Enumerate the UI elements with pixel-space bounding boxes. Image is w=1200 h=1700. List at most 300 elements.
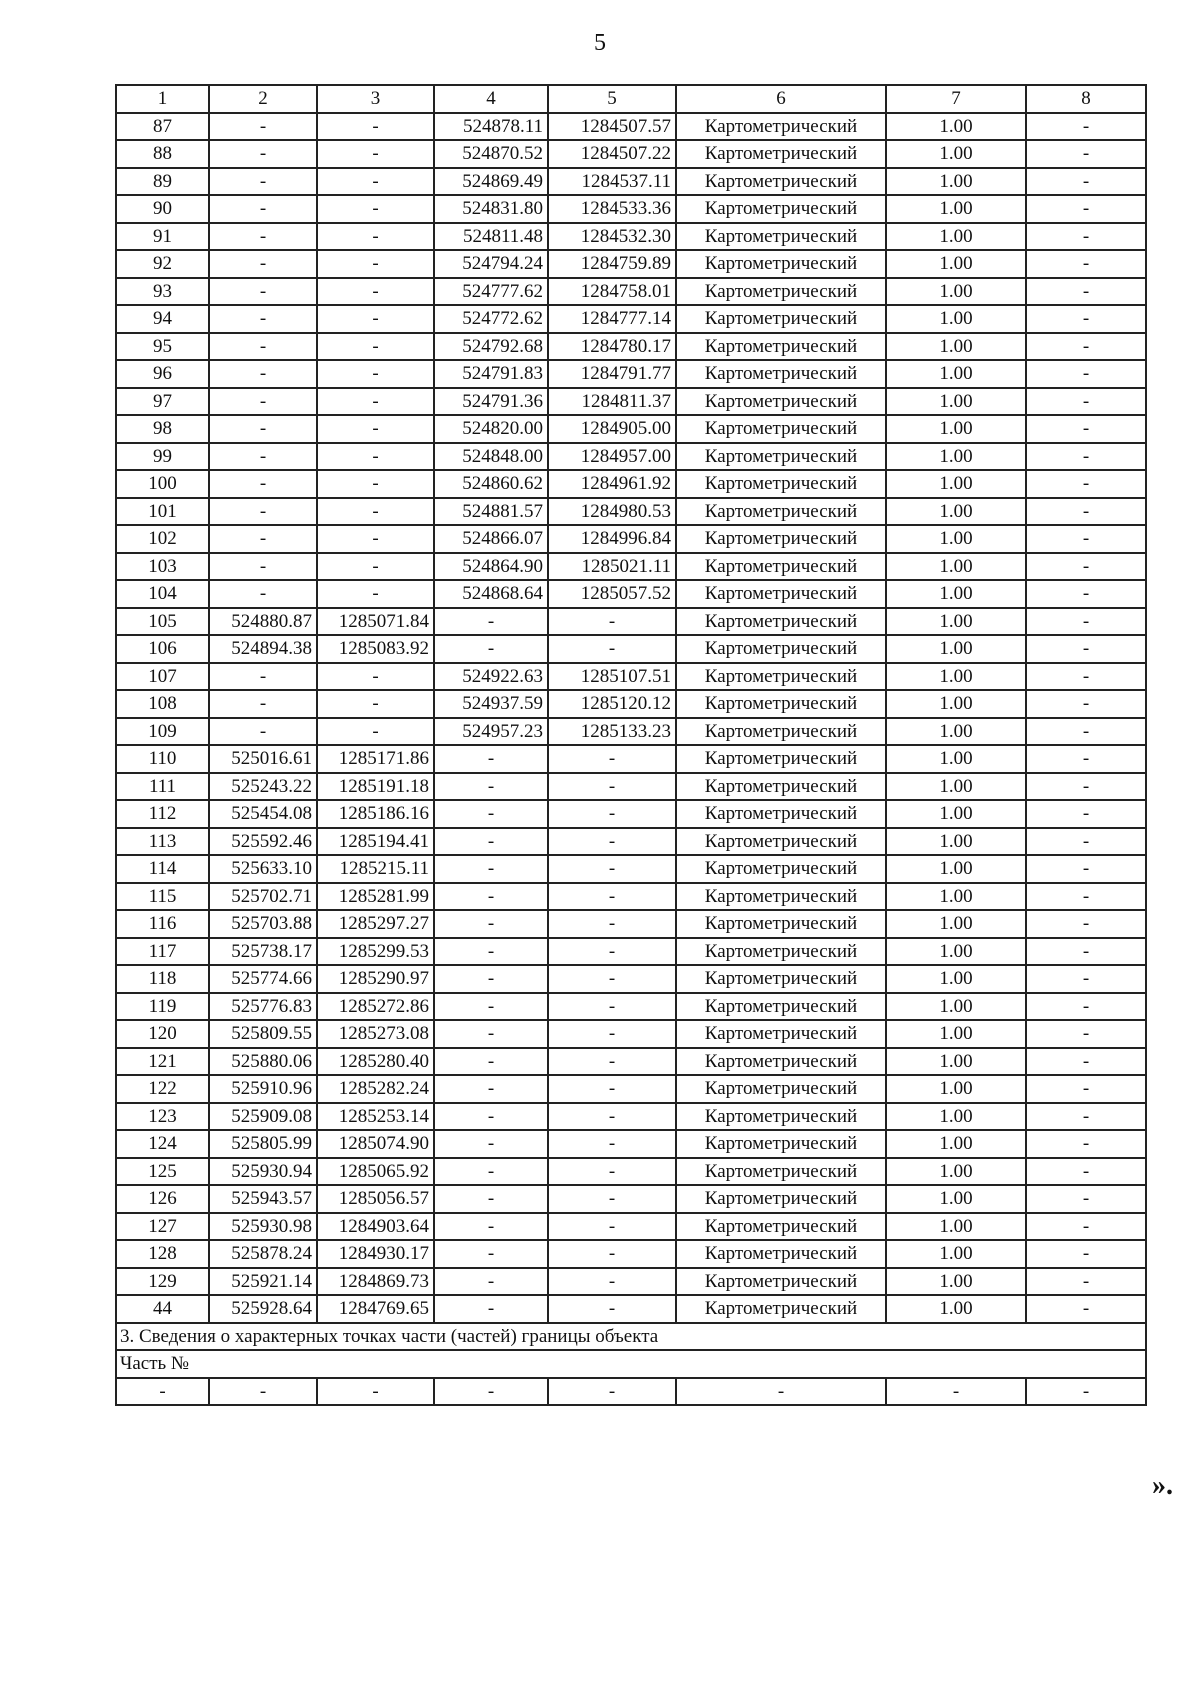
table-cell: - — [548, 1130, 676, 1158]
table-cell: - — [1026, 690, 1146, 718]
table-cell: - — [1026, 663, 1146, 691]
table-cell: Картометрический — [676, 580, 886, 608]
table-cell: - — [434, 608, 548, 636]
table-cell: 524878.11 — [434, 113, 548, 141]
table-cell: 1.00 — [886, 470, 1026, 498]
table-cell: - — [317, 415, 434, 443]
table-cell: - — [1026, 993, 1146, 1021]
table-cell: - — [1026, 1295, 1146, 1323]
table-row — [116, 1158, 1146, 1186]
table-cell: - — [1026, 883, 1146, 911]
table-cell: Картометрический — [676, 773, 886, 801]
column-header: 2 — [209, 85, 317, 113]
table-cell: - — [209, 525, 317, 553]
table-cell: - — [317, 718, 434, 746]
table-cell: Картометрический — [676, 1075, 886, 1103]
table-cell: - — [1026, 745, 1146, 773]
table-row — [116, 333, 1146, 361]
table-cell: 1284869.73 — [317, 1268, 434, 1296]
table-cell: - — [1026, 1240, 1146, 1268]
final-row — [116, 1378, 1146, 1406]
table-cell: 1284758.01 — [548, 278, 676, 306]
table-cell: 1.00 — [886, 993, 1026, 1021]
table-cell: 1.00 — [886, 525, 1026, 553]
table-cell: 115 — [116, 883, 209, 911]
table-cell: 524794.24 — [434, 250, 548, 278]
table-cell: - — [209, 718, 317, 746]
table-cell: 99 — [116, 443, 209, 471]
table-cell: 1.00 — [886, 855, 1026, 883]
table-cell: 1.00 — [886, 443, 1026, 471]
table-row — [116, 1075, 1146, 1103]
table-cell: - — [434, 993, 548, 1021]
table-cell: - — [1026, 195, 1146, 223]
table-cell: - — [209, 498, 317, 526]
table-cell: - — [209, 663, 317, 691]
table-cell: - — [548, 1075, 676, 1103]
table-cell: Картометрический — [676, 1158, 886, 1186]
table-cell: Картометрический — [676, 828, 886, 856]
table-cell: - — [209, 305, 317, 333]
table-cell: - — [209, 113, 317, 141]
table-row — [116, 580, 1146, 608]
table-cell: - — [548, 1295, 676, 1323]
table-cell: - — [1026, 140, 1146, 168]
table-cell: 524791.83 — [434, 360, 548, 388]
table-cell: 1284791.77 — [548, 360, 676, 388]
table-cell: 524811.48 — [434, 223, 548, 251]
table-cell: - — [1026, 553, 1146, 581]
table-cell: 109 — [116, 718, 209, 746]
table-cell: Картометрический — [676, 1130, 886, 1158]
table-row — [116, 828, 1146, 856]
table-cell: Картометрический — [676, 140, 886, 168]
table-cell: Картометрический — [676, 278, 886, 306]
table-cell: 524866.07 — [434, 525, 548, 553]
table-cell: 117 — [116, 938, 209, 966]
table-cell: - — [548, 910, 676, 938]
table-cell: 525703.88 — [209, 910, 317, 938]
table-cell: 1.00 — [886, 745, 1026, 773]
table-row — [116, 388, 1146, 416]
table-cell: - — [317, 553, 434, 581]
table-cell: 1.00 — [886, 1268, 1026, 1296]
table-cell: 525592.46 — [209, 828, 317, 856]
table-cell: - — [317, 333, 434, 361]
table-cell: - — [1026, 1378, 1146, 1406]
table-cell: - — [434, 1048, 548, 1076]
table-cell: - — [209, 278, 317, 306]
table-row — [116, 278, 1146, 306]
table-cell: - — [548, 828, 676, 856]
table-cell: 1285074.90 — [317, 1130, 434, 1158]
table-cell: - — [434, 883, 548, 911]
table-row — [116, 993, 1146, 1021]
table-cell: - — [548, 1240, 676, 1268]
table-cell: Картометрический — [676, 388, 886, 416]
column-header: 6 — [676, 85, 886, 113]
table-cell: 127 — [116, 1213, 209, 1241]
table-row — [116, 140, 1146, 168]
table-cell: Картометрический — [676, 305, 886, 333]
table-cell: - — [548, 993, 676, 1021]
table-cell: - — [434, 1268, 548, 1296]
table-cell: 525243.22 — [209, 773, 317, 801]
table-cell: 525910.96 — [209, 1075, 317, 1103]
table-cell: Картометрический — [676, 1240, 886, 1268]
table-cell: - — [1026, 800, 1146, 828]
table-cell: Картометрический — [676, 168, 886, 196]
table-cell: - — [1026, 718, 1146, 746]
table-cell: 1284930.17 — [317, 1240, 434, 1268]
table-cell: - — [434, 1185, 548, 1213]
table-row — [116, 525, 1146, 553]
table-cell: - — [548, 1213, 676, 1241]
table-cell: 108 — [116, 690, 209, 718]
table-cell: - — [548, 1378, 676, 1406]
table-cell: Картометрический — [676, 498, 886, 526]
table-body — [116, 85, 1146, 1323]
table-cell: - — [1026, 580, 1146, 608]
table-cell: 525809.55 — [209, 1020, 317, 1048]
table-cell: 105 — [116, 608, 209, 636]
table-row — [116, 690, 1146, 718]
table-cell: 1.00 — [886, 333, 1026, 361]
table-cell: - — [116, 1378, 209, 1406]
table-cell: 1.00 — [886, 168, 1026, 196]
table-cell: Картометрический — [676, 470, 886, 498]
table-cell: - — [1026, 1130, 1146, 1158]
table-cell: 123 — [116, 1103, 209, 1131]
table-cell: 1285057.52 — [548, 580, 676, 608]
table-cell: Картометрический — [676, 415, 886, 443]
table-cell: - — [1026, 1020, 1146, 1048]
table-cell: 114 — [116, 855, 209, 883]
table-cell: 107 — [116, 663, 209, 691]
table-cell: 1284811.37 — [548, 388, 676, 416]
table-cell: - — [548, 800, 676, 828]
table-cell: - — [1026, 415, 1146, 443]
table-cell: 1.00 — [886, 828, 1026, 856]
table-cell: - — [1026, 113, 1146, 141]
table-cell: - — [548, 1158, 676, 1186]
table-cell: - — [1026, 1103, 1146, 1131]
table-cell: Картометрический — [676, 993, 886, 1021]
table-cell: 1285065.92 — [317, 1158, 434, 1186]
table-cell: - — [317, 580, 434, 608]
table-row — [116, 1048, 1146, 1076]
table-cell: 1.00 — [886, 1295, 1026, 1323]
table-cell: Картометрический — [676, 1020, 886, 1048]
table-cell: - — [434, 1378, 548, 1406]
table-cell: - — [317, 470, 434, 498]
table-cell: 1.00 — [886, 113, 1026, 141]
table-cell: Картометрический — [676, 910, 886, 938]
table-cell: 1284961.92 — [548, 470, 676, 498]
table-cell: 524772.62 — [434, 305, 548, 333]
table-cell: - — [434, 1213, 548, 1241]
table-cell: - — [209, 140, 317, 168]
table-cell: 1.00 — [886, 1185, 1026, 1213]
table-cell: 524860.62 — [434, 470, 548, 498]
table-cell: - — [209, 360, 317, 388]
table-cell: 524820.00 — [434, 415, 548, 443]
table-cell: 1.00 — [886, 1048, 1026, 1076]
table-cell: 524937.59 — [434, 690, 548, 718]
table-cell: 1.00 — [886, 1130, 1026, 1158]
table-cell: 525930.94 — [209, 1158, 317, 1186]
table-cell: 1285107.51 — [548, 663, 676, 691]
table-cell: - — [1026, 1158, 1146, 1186]
table-cell: - — [548, 883, 676, 911]
table-cell: 1284759.89 — [548, 250, 676, 278]
table-cell: - — [209, 388, 317, 416]
column-header: 3 — [317, 85, 434, 113]
table-cell: 525880.06 — [209, 1048, 317, 1076]
table-cell: 525454.08 — [209, 800, 317, 828]
table-cell: Картометрический — [676, 250, 886, 278]
table-row — [116, 360, 1146, 388]
table-cell: - — [317, 168, 434, 196]
table-cell: - — [1026, 498, 1146, 526]
part-label: Часть № — [116, 1350, 1146, 1378]
table-cell: 125 — [116, 1158, 209, 1186]
table-cell: - — [434, 938, 548, 966]
table-row — [116, 443, 1146, 471]
table-cell: 524869.49 — [434, 168, 548, 196]
table-cell: - — [434, 855, 548, 883]
table-cell: 95 — [116, 333, 209, 361]
table-cell: - — [1026, 1213, 1146, 1241]
table-row — [116, 635, 1146, 663]
table-cell: 1.00 — [886, 1020, 1026, 1048]
table-cell: 525930.98 — [209, 1213, 317, 1241]
table-row — [116, 1213, 1146, 1241]
table-cell: 1285273.08 — [317, 1020, 434, 1048]
table-cell: 110 — [116, 745, 209, 773]
table-cell: - — [548, 1185, 676, 1213]
table-cell: 93 — [116, 278, 209, 306]
table-cell: 525774.66 — [209, 965, 317, 993]
table-cell: - — [209, 690, 317, 718]
table-cell: - — [209, 1378, 317, 1406]
table-cell: 1.00 — [886, 690, 1026, 718]
table-cell: Картометрический — [676, 195, 886, 223]
table-cell: 129 — [116, 1268, 209, 1296]
table-cell: - — [434, 1240, 548, 1268]
table-cell: 111 — [116, 773, 209, 801]
table-cell: - — [548, 1048, 676, 1076]
table-row — [116, 663, 1146, 691]
table-cell: 88 — [116, 140, 209, 168]
table-cell: 1285120.12 — [548, 690, 676, 718]
table-cell: - — [434, 1103, 548, 1131]
table-cell: 1285171.86 — [317, 745, 434, 773]
table-cell: 1284507.22 — [548, 140, 676, 168]
table-cell: - — [548, 1268, 676, 1296]
table-cell: - — [317, 498, 434, 526]
table-cell: - — [1026, 910, 1146, 938]
table-cell: - — [1026, 855, 1146, 883]
table-cell: 101 — [116, 498, 209, 526]
table-cell: 124 — [116, 1130, 209, 1158]
table-cell: 524791.36 — [434, 388, 548, 416]
table-cell: Картометрический — [676, 113, 886, 141]
table-cell: 1285280.40 — [317, 1048, 434, 1076]
table-cell: 104 — [116, 580, 209, 608]
table-cell: 1.00 — [886, 140, 1026, 168]
table-cell: 126 — [116, 1185, 209, 1213]
table-row — [116, 305, 1146, 333]
table-row — [116, 195, 1146, 223]
table-cell: Картометрический — [676, 1185, 886, 1213]
table-cell: 90 — [116, 195, 209, 223]
table-cell: 122 — [116, 1075, 209, 1103]
page-number: 5 — [594, 30, 606, 56]
table-cell: - — [317, 305, 434, 333]
table-cell: - — [1026, 1268, 1146, 1296]
table-row — [116, 113, 1146, 141]
table-cell: 525921.14 — [209, 1268, 317, 1296]
table-cell: 89 — [116, 168, 209, 196]
table-cell: - — [548, 1020, 676, 1048]
table-cell: 1284533.36 — [548, 195, 676, 223]
table-cell: 1.00 — [886, 1240, 1026, 1268]
table-cell: Картометрический — [676, 1295, 886, 1323]
table-cell: - — [317, 140, 434, 168]
table-cell: 1285290.97 — [317, 965, 434, 993]
table-cell: Картометрический — [676, 1268, 886, 1296]
table-cell: 525738.17 — [209, 938, 317, 966]
table-cell: 1284507.57 — [548, 113, 676, 141]
table-cell: 1285191.18 — [317, 773, 434, 801]
table-cell: 1285253.14 — [317, 1103, 434, 1131]
table-cell: Картометрический — [676, 938, 886, 966]
table-cell: 1.00 — [886, 1075, 1026, 1103]
table-cell: - — [548, 635, 676, 663]
table-cell: 1284905.00 — [548, 415, 676, 443]
table-cell: 1285299.53 — [317, 938, 434, 966]
table-cell: - — [548, 938, 676, 966]
table-cell: - — [1026, 333, 1146, 361]
table-cell: 116 — [116, 910, 209, 938]
table-cell: - — [548, 745, 676, 773]
table-cell: - — [209, 470, 317, 498]
table-row — [116, 745, 1146, 773]
table-cell: 525909.08 — [209, 1103, 317, 1131]
table-cell: - — [434, 965, 548, 993]
table-cell: - — [434, 910, 548, 938]
table-cell: - — [548, 855, 676, 883]
table-cell: Картометрический — [676, 745, 886, 773]
table-cell: - — [317, 525, 434, 553]
table-cell: 1.00 — [886, 635, 1026, 663]
table-cell: 1284777.14 — [548, 305, 676, 333]
table-cell: Картометрический — [676, 608, 886, 636]
section-title: 3. Сведения о характерных точках части (частей) границы объекта — [116, 1323, 1146, 1351]
table-cell: 1.00 — [886, 883, 1026, 911]
column-header: 8 — [1026, 85, 1146, 113]
table-cell: - — [317, 195, 434, 223]
table-cell: Картометрический — [676, 553, 886, 581]
column-header: 7 — [886, 85, 1026, 113]
table-cell: 91 — [116, 223, 209, 251]
table-cell: - — [317, 278, 434, 306]
table-cell: - — [1026, 1075, 1146, 1103]
table-cell: 524880.87 — [209, 608, 317, 636]
table-cell: Картометрический — [676, 800, 886, 828]
table-cell: - — [434, 635, 548, 663]
table-cell: - — [209, 415, 317, 443]
table-cell: Картометрический — [676, 1048, 886, 1076]
coordinates-table — [115, 84, 1147, 1406]
table-row — [116, 1020, 1146, 1048]
table-cell: - — [548, 773, 676, 801]
table-cell: 121 — [116, 1048, 209, 1076]
table-cell: 525776.83 — [209, 993, 317, 1021]
table-cell: 1.00 — [886, 580, 1026, 608]
table-cell: - — [434, 1075, 548, 1103]
table-cell: 1.00 — [886, 250, 1026, 278]
table-row — [116, 773, 1146, 801]
table-cell: 1.00 — [886, 718, 1026, 746]
table-cell: 1285297.27 — [317, 910, 434, 938]
table-cell: - — [209, 333, 317, 361]
table-cell: 525878.24 — [209, 1240, 317, 1268]
table-cell: 44 — [116, 1295, 209, 1323]
table-cell: 112 — [116, 800, 209, 828]
table-cell: 106 — [116, 635, 209, 663]
table-row — [116, 250, 1146, 278]
table-cell: - — [548, 608, 676, 636]
column-header: 4 — [434, 85, 548, 113]
table-cell: - — [1026, 305, 1146, 333]
table-cell: 1.00 — [886, 223, 1026, 251]
table-row — [116, 883, 1146, 911]
table-cell: 524868.64 — [434, 580, 548, 608]
table-cell: 1285186.16 — [317, 800, 434, 828]
table-cell: - — [1026, 388, 1146, 416]
table-cell: 524831.80 — [434, 195, 548, 223]
table-cell: - — [434, 1020, 548, 1048]
table-cell: 1.00 — [886, 278, 1026, 306]
table-cell: 1.00 — [886, 800, 1026, 828]
table-cell: Картометрический — [676, 718, 886, 746]
table-cell: 524870.52 — [434, 140, 548, 168]
table-cell: 525702.71 — [209, 883, 317, 911]
table-cell: 1.00 — [886, 965, 1026, 993]
table-cell: - — [317, 250, 434, 278]
table-cell: Картометрический — [676, 690, 886, 718]
table-cell: 524848.00 — [434, 443, 548, 471]
table-row — [116, 938, 1146, 966]
table-cell: - — [209, 223, 317, 251]
table-cell: - — [317, 223, 434, 251]
table-cell: - — [434, 1158, 548, 1186]
table-cell: 525633.10 — [209, 855, 317, 883]
table-cell: Картометрический — [676, 443, 886, 471]
table-cell: 1.00 — [886, 388, 1026, 416]
table-cell: 1.00 — [886, 195, 1026, 223]
table-cell: - — [209, 250, 317, 278]
table-cell: 92 — [116, 250, 209, 278]
table-cell: 1285282.24 — [317, 1075, 434, 1103]
table-cell: 100 — [116, 470, 209, 498]
table-cell: 1.00 — [886, 663, 1026, 691]
table-row — [116, 1240, 1146, 1268]
table-cell: 1284980.53 — [548, 498, 676, 526]
table-cell: 525016.61 — [209, 745, 317, 773]
